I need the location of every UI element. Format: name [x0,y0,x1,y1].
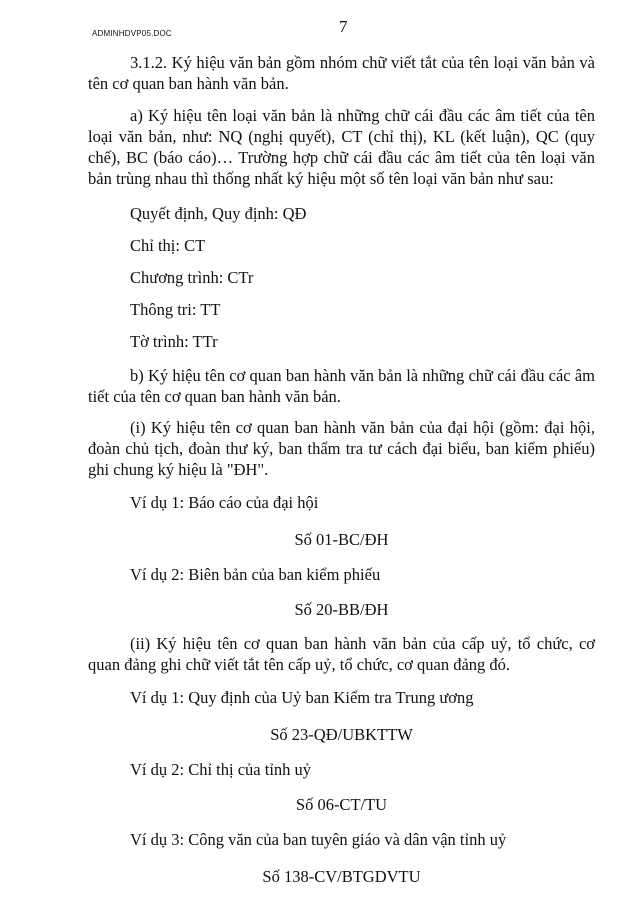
example-1-dh: Ví dụ 1: Báo cáo của đại hội [130,493,319,512]
document-body [88,52,595,887]
abbreviation-item-ctr: Chương trình: CTr [130,268,254,287]
abbreviation-item-tt: Thông tri: TT [130,300,221,319]
abbreviation-item-ct: Chỉ thị: CT [130,236,206,255]
paragraph-i: (i) Ký hiệu tên cơ quan ban hành văn bản của đại hội (gồm: đại hội, đoàn chủ tịch, đoàn thư ký, ban thẩm tra tư cách đại biểu, ban kiểm phiếu) ghi chung ký hiệu là "ĐH". [88,418,595,479]
example-2-dh-number: Số 20-BB/ĐH [294,600,389,619]
paragraph-a: a) Ký hiệu tên loại văn bản là những chữ cái đầu các âm tiết của tên loại văn bản, như: NQ (nghị quyết), CT (chỉ thị), KL (kết luận), QC (quy chế), BC (báo cáo)… Trường hợp chữ cái đầu các âm tiết của tên loại văn bản trùng nhau thì thống nhất ký hiệu một số tên loại văn bản như sau: [88,106,595,188]
example-1-party: Ví dụ 1: Quy định của Uỷ ban Kiểm tra Trung ương [130,688,474,707]
page-number: 7 [339,17,348,36]
example-2-dh: Ví dụ 2: Biên bản của ban kiểm phiếu [130,565,381,584]
abbreviation-item-ttr: Tờ trình: TTr [130,332,218,351]
example-2-party: Ví dụ 2: Chỉ thị của tỉnh uỷ [130,760,312,779]
example-1-party-number: Số 23-QĐ/UBKTTW [270,725,413,744]
example-3-party-number: Số 138-CV/BTGDVTU [262,867,421,886]
paragraph-b: b) Ký hiệu tên cơ quan ban hành văn bản là những chữ cái đầu các âm tiết của tên cơ quan ban hành văn bản. [88,366,595,406]
example-1-dh-number: Số 01-BC/ĐH [294,530,389,549]
document-filename: ADMINHDVP05.DOC [92,29,172,38]
example-2-party-number: Số 06-CT/TU [295,795,388,814]
example-3-party: Ví dụ 3: Công văn của ban tuyên giáo và dân vận tỉnh uỷ [130,830,507,849]
abbreviation-item-qd: Quyết định, Quy định: QĐ [130,204,307,223]
paragraph-ii: (ii) Ký hiệu tên cơ quan ban hành văn bản của cấp uỷ, tổ chức, cơ quan đảng ghi chữ viết tắt tên cấp uỷ, tổ chức, cơ quan đảng đó. [88,634,595,674]
section-3-1-2-paragraph: 3.1.2. Ký hiệu văn bản gồm nhóm chữ viết tắt của tên loại văn bản và tên cơ quan ban hành văn bản. [88,53,595,93]
